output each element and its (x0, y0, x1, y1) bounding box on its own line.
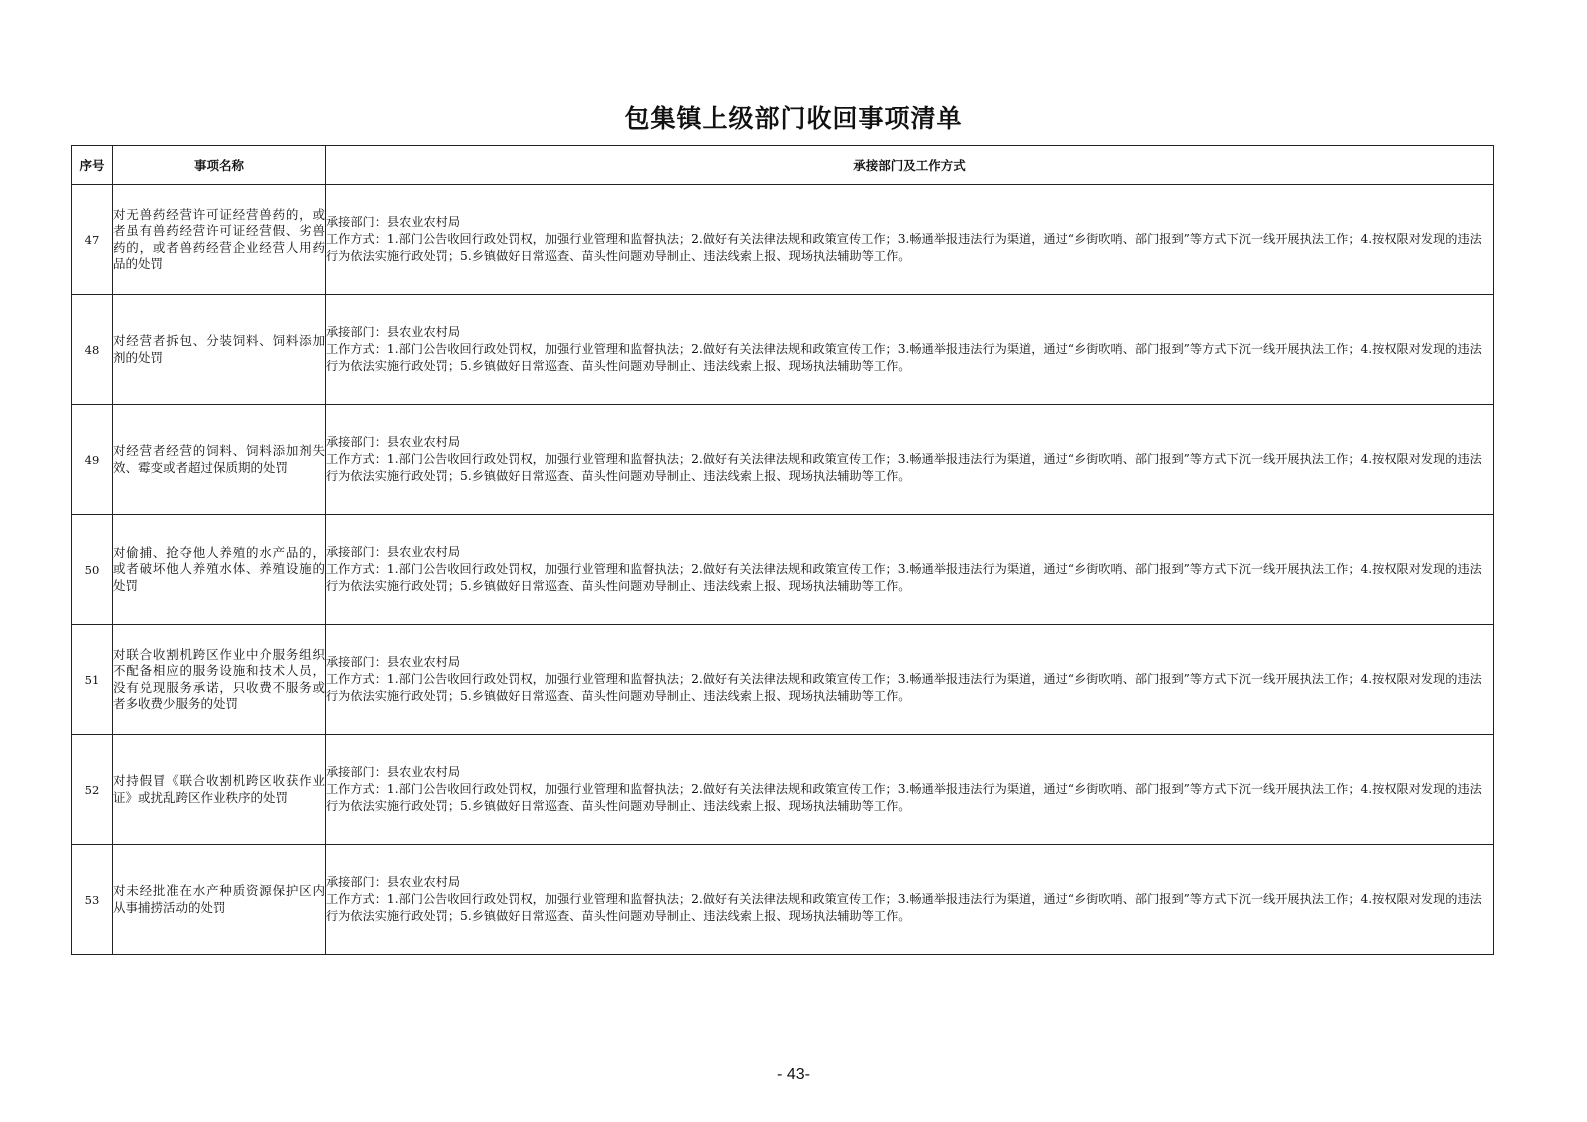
row-number: 53 (72, 845, 113, 955)
row-number: 52 (72, 735, 113, 845)
row-number: 48 (72, 295, 113, 405)
dept-method-cell (326, 735, 1494, 845)
row-number: 49 (72, 405, 113, 515)
work-method: 工作方式：1.部门公告收回行政处罚权，加强行业管理和监督执法；2.做好有关法律法规和政策宣传工作；3.畅通举报违法行为渠道，通过“乡街吹哨、部门报到”等方式下沉一线开展执法工作；4.按权限对发现的违法行为依法实施行政处罚；5.乡镇做好日常巡查、苗头性问题劝导制止、违法线索上报、现场执法辅助等工作。 (326, 232, 1482, 263)
table-row (72, 845, 1494, 955)
item-name: 对经营者拆包、分装饲料、饲料添加剂的处罚 (113, 295, 326, 405)
column-header-name: 事项名称 (113, 146, 326, 185)
dept-method-cell (326, 625, 1494, 735)
items-table (71, 145, 1494, 955)
dept-method-cell (326, 405, 1494, 515)
receiving-department: 承接部门：县农业农村局 (326, 545, 461, 559)
dept-method-cell (326, 845, 1494, 955)
work-method: 工作方式：1.部门公告收回行政处罚权，加强行业管理和监督执法；2.做好有关法律法规和政策宣传工作；3.畅通举报违法行为渠道，通过“乡街吹哨、部门报到”等方式下沉一线开展执法工作；4.按权限对发现的违法行为依法实施行政处罚；5.乡镇做好日常巡查、苗头性问题劝导制止、违法线索上报、现场执法辅助等工作。 (326, 342, 1482, 373)
dept-method-cell (326, 515, 1494, 625)
item-name: 对未经批准在水产种质资源保护区内从事捕捞活动的处罚 (113, 845, 326, 955)
item-name: 对无兽药经营许可证经营兽药的，或者虽有兽药经营许可证经营假、劣兽药的，或者兽药经营企业经营人用药品的处罚 (113, 185, 326, 295)
table-row (72, 625, 1494, 735)
item-name: 对联合收割机跨区作业中介服务组织不配备相应的服务设施和技术人员，没有兑现服务承诺，只收费不服务或者多收费少服务的处罚 (113, 625, 326, 735)
page-number: - 43- (777, 1066, 810, 1083)
table-row (72, 295, 1494, 405)
work-method: 工作方式：1.部门公告收回行政处罚权，加强行业管理和监督执法；2.做好有关法律法规和政策宣传工作；3.畅通举报违法行为渠道，通过“乡街吹哨、部门报到”等方式下沉一线开展执法工作；4.按权限对发现的违法行为依法实施行政处罚；5.乡镇做好日常巡查、苗头性问题劝导制止、违法线索上报、现场执法辅助等工作。 (326, 452, 1482, 483)
column-header-no: 序号 (72, 146, 113, 185)
receiving-department: 承接部门：县农业农村局 (326, 655, 461, 669)
work-method: 工作方式：1.部门公告收回行政处罚权，加强行业管理和监督执法；2.做好有关法律法规和政策宣传工作；3.畅通举报违法行为渠道，通过“乡街吹哨、部门报到”等方式下沉一线开展执法工作；4.按权限对发现的违法行为依法实施行政处罚；5.乡镇做好日常巡查、苗头性问题劝导制止、违法线索上报、现场执法辅助等工作。 (326, 892, 1482, 923)
column-header-method: 承接部门及工作方式 (326, 146, 1494, 185)
table-row (72, 185, 1494, 295)
item-name: 对持假冒《联合收割机跨区收获作业证》或扰乱跨区作业秩序的处罚 (113, 735, 326, 845)
table-header-row (72, 146, 1494, 185)
receiving-department: 承接部门：县农业农村局 (326, 875, 461, 889)
item-name: 对经营者经营的饲料、饲料添加剂失效、霉变或者超过保质期的处罚 (113, 405, 326, 515)
dept-method-cell (326, 295, 1494, 405)
table-row (72, 515, 1494, 625)
row-number: 47 (72, 185, 113, 295)
work-method: 工作方式：1.部门公告收回行政处罚权，加强行业管理和监督执法；2.做好有关法律法规和政策宣传工作；3.畅通举报违法行为渠道，通过“乡街吹哨、部门报到”等方式下沉一线开展执法工作；4.按权限对发现的违法行为依法实施行政处罚；5.乡镇做好日常巡查、苗头性问题劝导制止、违法线索上报、现场执法辅助等工作。 (326, 672, 1482, 703)
receiving-department: 承接部门：县农业农村局 (326, 325, 461, 339)
item-name: 对偷捕、抢夺他人养殖的水产品的，或者破坏他人养殖水体、养殖设施的处罚 (113, 515, 326, 625)
row-number: 50 (72, 515, 113, 625)
dept-method-cell (326, 185, 1494, 295)
page-title: 包集镇上级部门收回事项清单 (624, 104, 963, 133)
receiving-department: 承接部门：县农业农村局 (326, 215, 461, 229)
table-row (72, 405, 1494, 515)
work-method: 工作方式：1.部门公告收回行政处罚权，加强行业管理和监督执法；2.做好有关法律法规和政策宣传工作；3.畅通举报违法行为渠道，通过“乡街吹哨、部门报到”等方式下沉一线开展执法工作；4.按权限对发现的违法行为依法实施行政处罚；5.乡镇做好日常巡查、苗头性问题劝导制止、违法线索上报、现场执法辅助等工作。 (326, 782, 1482, 813)
table-row (72, 735, 1494, 845)
receiving-department: 承接部门：县农业农村局 (326, 765, 461, 779)
receiving-department: 承接部门：县农业农村局 (326, 435, 461, 449)
row-number: 51 (72, 625, 113, 735)
work-method: 工作方式：1.部门公告收回行政处罚权，加强行业管理和监督执法；2.做好有关法律法规和政策宣传工作；3.畅通举报违法行为渠道，通过“乡街吹哨、部门报到”等方式下沉一线开展执法工作；4.按权限对发现的违法行为依法实施行政处罚；5.乡镇做好日常巡查、苗头性问题劝导制止、违法线索上报、现场执法辅助等工作。 (326, 562, 1482, 593)
